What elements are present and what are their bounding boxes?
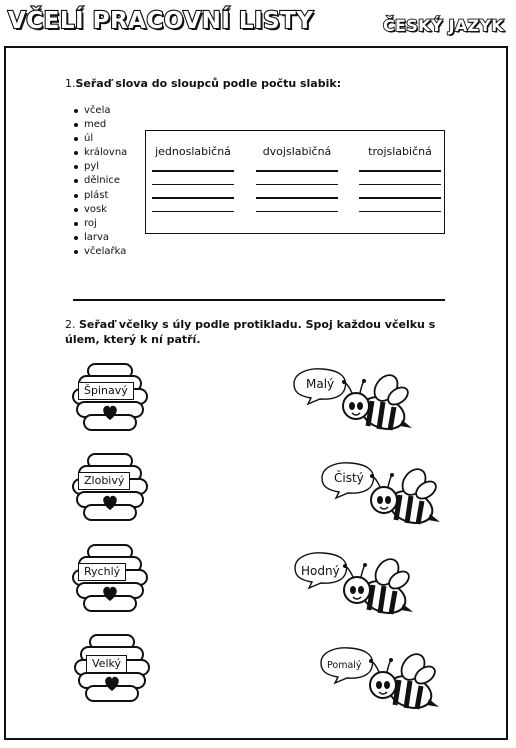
bee-with-speech[interactable] [290,366,430,446]
hive-label: Špinavý [78,382,134,400]
answer-line[interactable] [152,211,234,213]
word-item: pyl [72,160,127,174]
beehive-icon [70,362,150,438]
section-divider [73,299,445,301]
answer-line[interactable] [256,197,338,199]
word-item: roj [72,217,127,231]
beehive[interactable] [70,452,150,528]
column-three-syllable [359,145,441,212]
bee-icon [291,550,431,630]
beehive[interactable] [70,543,150,619]
bee-word: Čistý [334,471,364,485]
task2-number: 2. [65,318,76,331]
answer-line[interactable] [256,184,338,186]
task2-instruction [65,317,465,347]
beehive[interactable] [70,362,150,438]
bee-icon [317,645,457,725]
answer-line[interactable] [256,170,338,172]
word-item: dělnice [72,174,127,188]
word-item: plást [72,189,127,203]
bee-with-speech[interactable] [317,645,457,725]
hive-label: Velký [86,655,127,673]
beehive-icon [70,543,150,619]
hive-label: Rychlý [78,563,126,581]
subject-title: ČESKÝ JAZYK [383,16,504,35]
beehive-icon [70,452,150,528]
answer-line[interactable] [152,184,234,186]
column-one-syllable [152,145,234,212]
beehive[interactable] [72,633,152,709]
syllable-columns-box [145,130,445,234]
bee-word: Hodný [301,564,340,578]
bee-with-speech[interactable] [291,550,431,630]
bee-with-speech[interactable] [318,460,458,540]
word-item: královna [72,146,127,160]
word-list [72,104,127,259]
answer-line[interactable] [152,197,234,199]
bee-word: Malý [306,377,335,391]
task1-text: Seřaď slova do sloupců podle počtu slabik: [75,77,342,90]
task2-text: Seřaď včelky s úly podle protikladu. Spoj každou včelku s úlem, který k ní patří. [65,318,436,346]
word-item: larva [72,231,127,245]
word-item: včelařka [72,245,127,259]
word-item: vosk [72,203,127,217]
hive-label: Zlobivý [78,472,130,490]
word-item: včela [72,104,127,118]
answer-line[interactable] [152,170,234,172]
column-two-syllable [256,145,338,212]
answer-line[interactable] [359,197,441,199]
bee-word: Pomalý [327,660,362,671]
word-item: med [72,118,127,132]
column-heading: trojslabičná [368,145,432,158]
answer-line[interactable] [359,170,441,172]
column-heading: jednoslabičná [155,145,231,158]
column-heading: dvojslabičná [262,145,332,158]
task1-number: 1. [65,77,76,90]
answer-line[interactable] [359,184,441,186]
answer-line[interactable] [256,211,338,213]
word-item: úl [72,132,127,146]
answer-line[interactable] [359,211,441,213]
task1-instruction [65,77,341,90]
worksheet-title: VČELÍ PRACOVNÍ LISTY [8,8,314,34]
